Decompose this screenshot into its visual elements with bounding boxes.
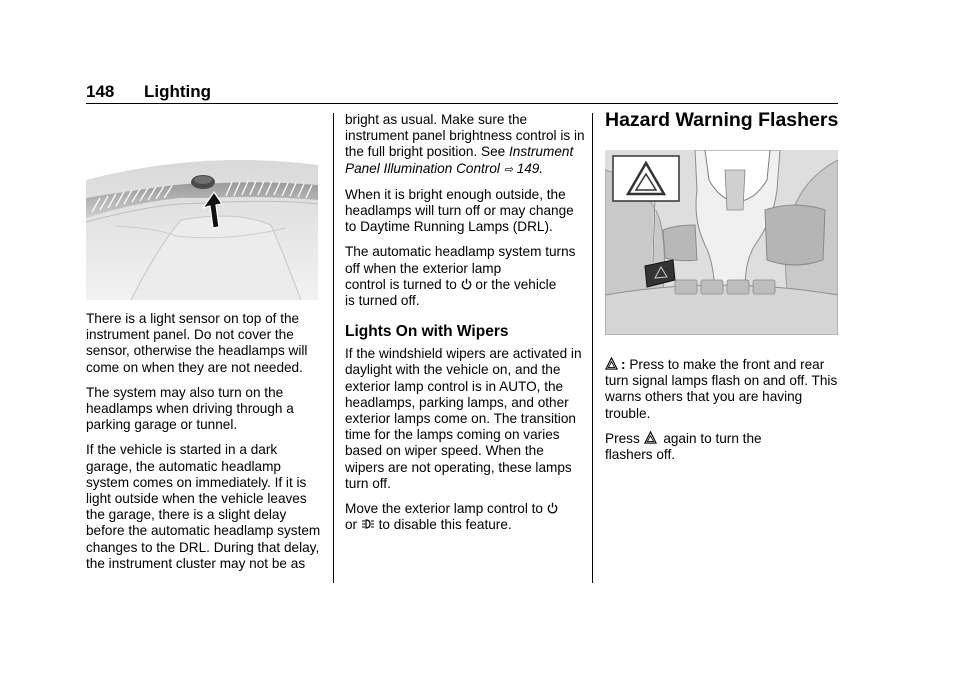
subheading: Lights On with Wipers (345, 323, 509, 341)
colon: : (621, 357, 626, 372)
paragraph (605, 357, 840, 422)
page-reference[interactable]: 149. (516, 160, 544, 176)
paragraph-text: Press to make the front and rear turn signal lamps flash on and off. This warns others that you are having trouble. (605, 357, 838, 421)
column-divider (592, 113, 593, 583)
power-off-icon (461, 278, 472, 290)
hazard-triangle-icon (644, 431, 657, 444)
paragraph (605, 431, 840, 463)
page-header (86, 82, 838, 104)
cross-reference-link[interactable]: Instrument Panel Illumination Control (345, 144, 574, 176)
hazard-triangle-icon (605, 357, 618, 370)
section-heading: Hazard Warning Flashers (605, 109, 839, 131)
paragraph-text: Press (605, 430, 640, 446)
column-divider (333, 113, 334, 583)
paragraph-text: is turned off. (345, 293, 420, 309)
paragraph-text: Move the exterior lamp control to (345, 501, 543, 517)
column-2 (345, 112, 585, 542)
paragraph-text: or the vehicle (475, 276, 557, 292)
paragraph: There is a light sensor on top of the instrument panel. Do not cover the sensor, otherwise the headlamps will come on when they are not needed. (86, 311, 308, 375)
paragraph-text: or (345, 517, 358, 533)
parking-lamp-icon (361, 518, 375, 530)
section-title: Lighting (144, 82, 212, 101)
hazard-button-illustration (605, 150, 838, 335)
paragraph: When it is bright enough outside, the headlamps will turn off or may change to Daytime Running Lamps (DRL). (345, 186, 574, 235)
paragraph-text: The automatic headlamp system turns off when the exterior lamp (345, 244, 576, 276)
paragraph-text: again to turn the (663, 430, 762, 446)
paragraph-text: bright as usual. Make sure the instrument panel brightness control is in the full bright position. See (345, 112, 585, 160)
page-reference-arrow-icon: ⇨ (503, 163, 513, 176)
paragraph (345, 244, 585, 309)
paragraph-text: flashers off. (605, 447, 676, 463)
page-number: 148 (86, 82, 115, 101)
light-sensor-illustration (86, 140, 318, 300)
paragraph: If the windshield wipers are activated in daylight with the vehicle on, and the exterior lamp control is in AUTO, the headlamps, parking lamps, and other exterior lamps come on. The transition time for the lamps coming on varies based on wiper speed. When the wipers are not operating, these lamps turn off. (345, 346, 582, 491)
paragraph: If the vehicle is started in a dark garage, the automatic headlamp system comes on immediately. If it is light outside when the vehicle leaves the garage, there is a slight delay before the automatic headlamp system changes to the DRL. During that delay, the instrument cluster may not be as (86, 442, 321, 571)
paragraph-text: control is turned to (345, 276, 457, 292)
paragraph: The system may also turn on the headlamps when driving through a parking garage or tunnel. (86, 384, 294, 433)
power-off-icon (547, 502, 558, 514)
paragraph-text: to disable this feature. (378, 517, 512, 533)
column-1 (86, 311, 324, 581)
column-3 (605, 357, 840, 472)
paragraph (345, 112, 585, 178)
header-rule (86, 103, 838, 104)
paragraph (345, 501, 585, 533)
